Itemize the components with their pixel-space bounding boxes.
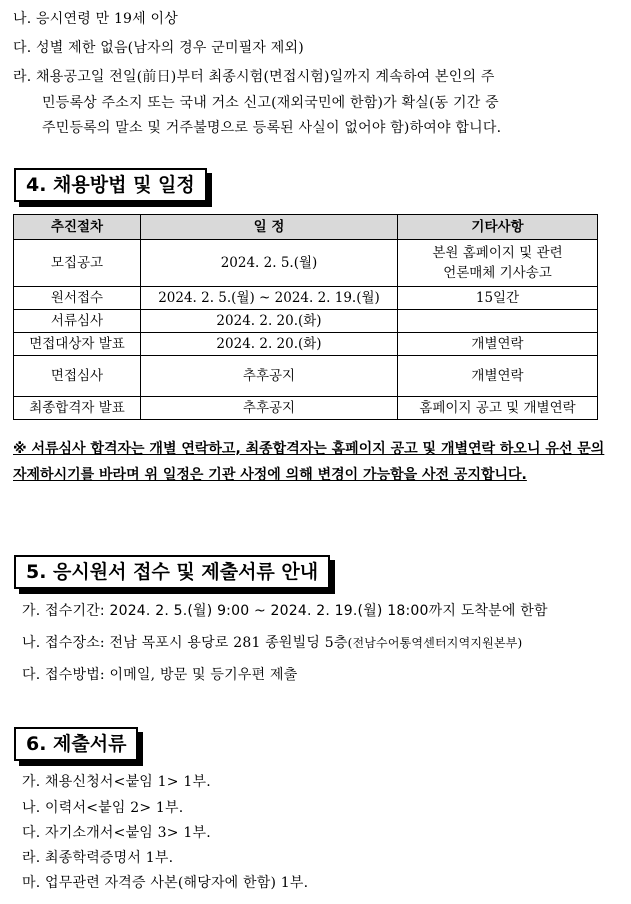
table-header-row — [14, 215, 598, 240]
application-method: 다. 접수방법: 이메일, 방문 및 등기우편 제출 — [22, 667, 298, 683]
document-item: 라. 최종학력증명서 1부. — [22, 850, 174, 866]
document-item: 나. 이력서<붙임 2> 1부. — [22, 800, 184, 816]
eligibility-residence-line1: 라. 채용공고일 전일(前日)부터 최종시험(면접시험)일까지 계속하여 본인의 주 — [13, 69, 495, 85]
eligibility-residence-line3: 주민등록의 말소 및 거주불명으로 등록된 사실이 없어야 함)하여야 합니다. — [42, 120, 502, 136]
row-note: 홈페이지 공고 및 개별연락 — [398, 397, 598, 420]
row-note-line2: 언론매체 기사송고 — [443, 265, 552, 281]
table-row — [14, 310, 598, 333]
section4-heading: 4. 채용방법 및 일정 — [14, 168, 207, 202]
eligibility-gender: 다. 성별 제한 없음(남자의 경우 군미필자 제외) — [13, 40, 304, 56]
row-date: 2024. 2. 20.(화) — [141, 333, 398, 356]
section6-heading: 6. 제출서류 — [14, 727, 138, 761]
application-place — [22, 632, 522, 652]
row-step: 서류심사 — [14, 310, 141, 333]
document-item: 다. 자기소개서<붙임 3> 1부. — [22, 825, 211, 841]
row-note — [398, 240, 598, 287]
row-note — [398, 310, 598, 333]
row-date: 2024. 2. 5.(월) ~ 2024. 2. 19.(월) — [141, 287, 398, 310]
schedule-table — [13, 214, 598, 420]
row-note: 개별연락 — [398, 333, 598, 356]
eligibility-age: 나. 응시연령 만 19세 이상 — [13, 11, 178, 27]
row-step: 모집공고 — [14, 240, 141, 287]
row-step: 면접대상자 발표 — [14, 333, 141, 356]
application-place-address: 나. 접수장소: 전남 목포시 용당로 281 종원빌딩 5층 — [22, 635, 348, 651]
eligibility-residence-line2: 민등록상 주소지 또는 국내 거소 신고(재외국민에 한함)가 확실(동 기간 중 — [42, 95, 499, 111]
row-note: 개별연락 — [398, 356, 598, 397]
document-item: 가. 채용신청서<붙임 1> 1부. — [22, 774, 211, 790]
document-item: 마. 업무관련 자격증 사본(해당자에 한함) 1부. — [22, 875, 309, 891]
column-header-note: 기타사항 — [398, 215, 598, 240]
row-date: 2024. 2. 20.(화) — [141, 310, 398, 333]
section5-heading: 5. 응시원서 접수 및 제출서류 안내 — [14, 555, 330, 589]
table-row — [14, 397, 598, 420]
schedule-notice: ※ 서류심사 합격자는 개별 연락하고, 최종합격자는 홈페이지 공고 및 개별연락 하오니 유선 문의 자제하시기를 바라며 위 일정은 기관 사정에 의해 변경이 가능함을 사전 공지합니다. — [13, 441, 605, 483]
table-row — [14, 333, 598, 356]
application-period: 가. 접수기간: 2024. 2. 5.(월) 9:00 ~ 2024. 2. 19.(월) 18:00까지 도착분에 한함 — [22, 603, 548, 619]
column-header-date: 일 정 — [141, 215, 398, 240]
table-row — [14, 287, 598, 310]
row-step: 면접심사 — [14, 356, 141, 397]
table-row — [14, 240, 598, 287]
row-date: 추후공지 — [141, 356, 398, 397]
table-row — [14, 356, 598, 397]
row-date: 추후공지 — [141, 397, 398, 420]
row-note-line1: 본원 홈페이지 및 관련 — [432, 245, 563, 261]
row-step: 최종합격자 발표 — [14, 397, 141, 420]
column-header-step: 추진절차 — [14, 215, 141, 240]
row-step: 원서접수 — [14, 287, 141, 310]
row-date: 2024. 2. 5.(월) — [141, 240, 398, 287]
application-place-detail: (전남수어통역센터지역지원본부) — [347, 636, 523, 650]
row-note: 15일간 — [398, 287, 598, 310]
